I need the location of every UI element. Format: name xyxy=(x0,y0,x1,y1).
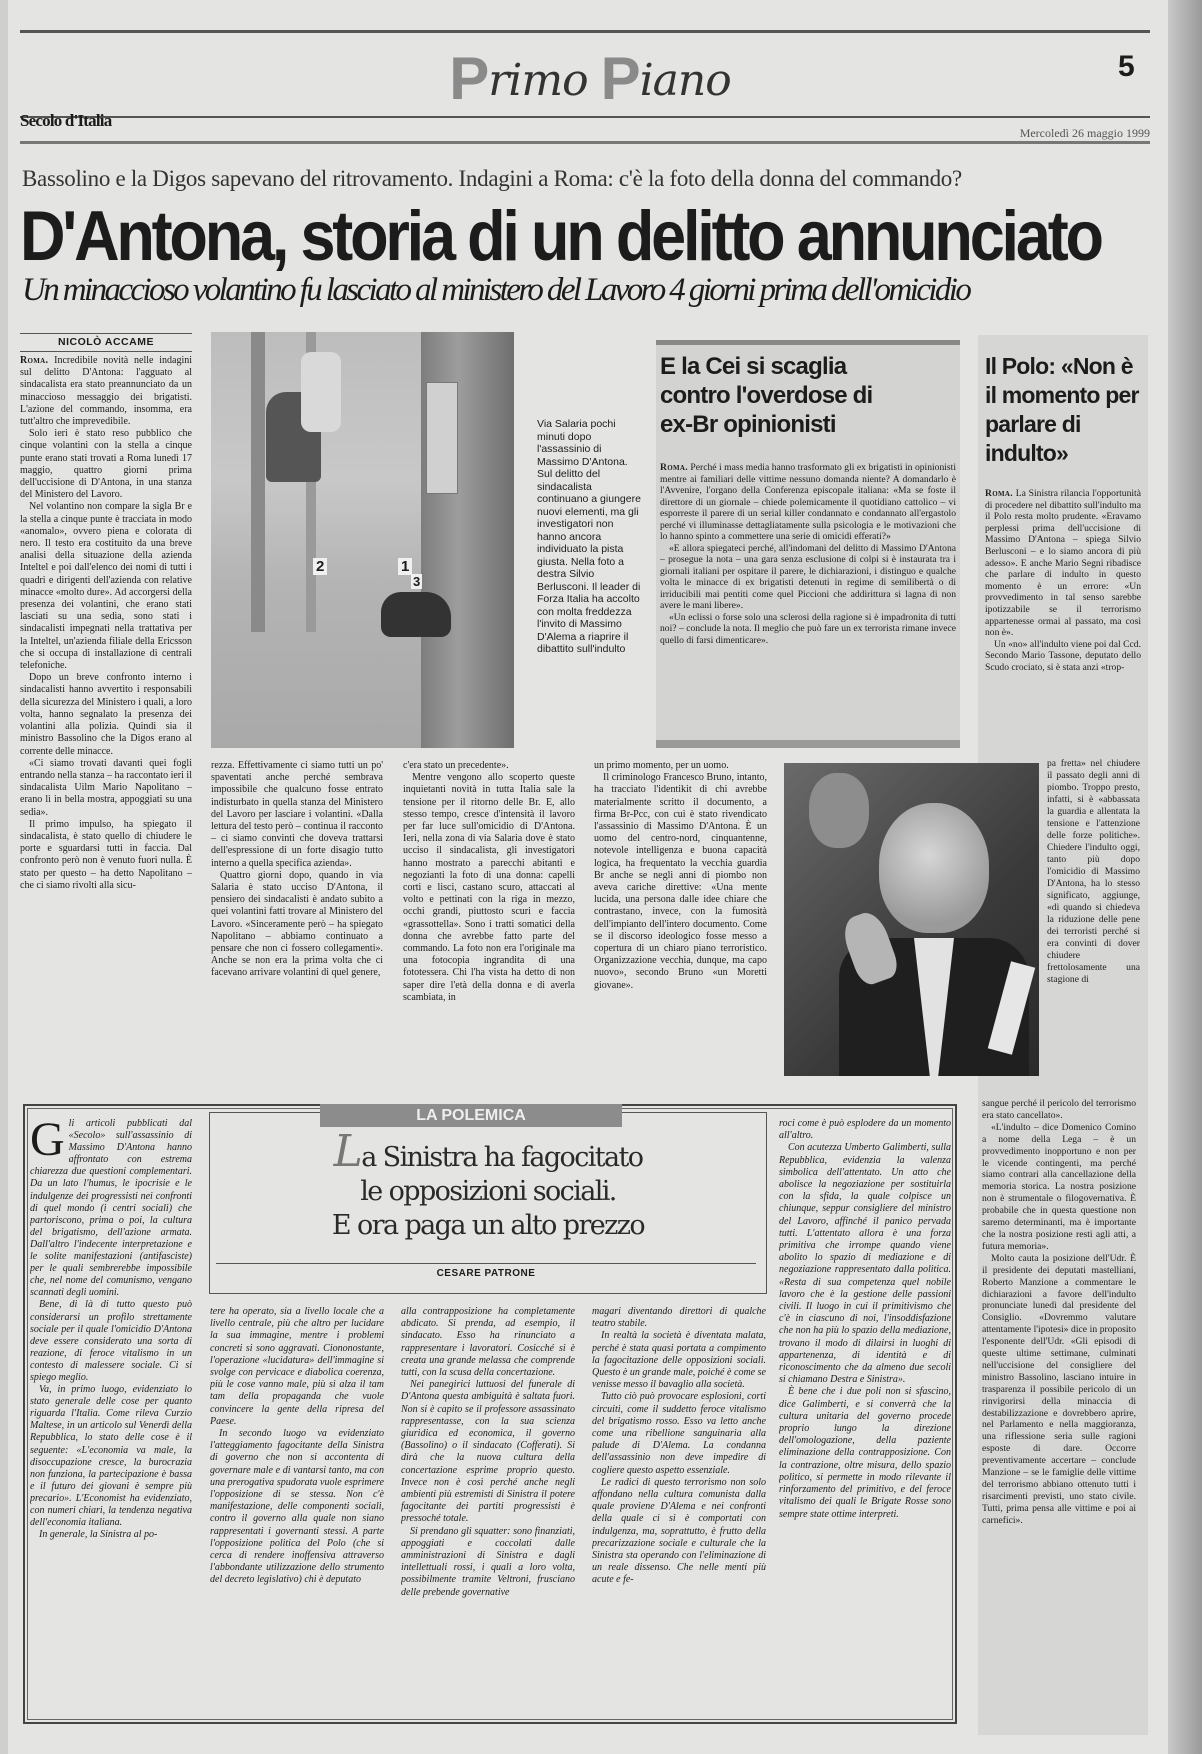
paragraph: È bene che i due poli non si sfascino, dice Galimberti, e si converrà che la cultura unitaria del governo procede proprio lungo la direzione dell'omologazione, della paziente eliminazione della contrapposizione. Con la contrazione, oltre misura, dello spazio politico, si permette in modo rilevante il rinforzamento del primitivo, e del feroce vitalismo dei quali le Brigate Rosse sono sempre state ottime interpreti. xyxy=(779,1386,951,1520)
paragraph: Il criminologo Francesco Bruno, intanto, ha tracciato l'identikit di chi avrebbe materialmente scritto il documento, a firma Br-Pcc, con cui è stato rivendicato l'assassinio di Massimo D'Antona. È un uomo del centro-nord, cinquantenne, notevole intelligenza e buona capacità logica, ha frequentato la vecchia guardia Br anche se negli anni di piombo non aveva cariche direttive: «Una mente lucida, una persona dalle idee chiare che contrastano, invece, con la fumosità dell'impianto dell'intero documento. Come se il discorso ideologico fosse messo a copertura di un chiaro piano terroristico. Organizzazione vecchia, dunque, ma capo nuovo», secondo Bruno «un Moretti giovane». xyxy=(594,772,767,991)
crime-scene-photo xyxy=(211,332,514,748)
paragraph: In generale, la Sinistra al po- xyxy=(39,1529,158,1541)
paragraph: alla contrapposizione ha completamente abdicato. Si prenda, ad esempio, il sindacato. Esso ha rinunciato a rappresentare i lavoratori. Cosicché si è creata una grande melassa che comprende tutti, con la scusa della concertazione. xyxy=(401,1306,575,1379)
paragraph-text: Perché i mass media hanno trasformato gli ex brigatisti in opinionisti mentre ai familiari delle vittime nessuno domanda niente? A domandarlo è l'Avvenire, l'organo della Conferenza episcopale italiana: «Ma se foste il direttore di un giornale – chiede polemicamente il quotidiano cattolico – vi esporreste il parere di un serial killer condannato e condannato all'ergastolo perché vi illuminasse dettagliatamente sulla psicologia e le motivazioni che lo hanno spinto a commettere una serie di omicidi efferati?» xyxy=(660,462,956,542)
polo-article-body-continued xyxy=(982,1098,1136,1728)
cei-headline: E la Cei si scaglia contro l'overdose di ex-Br opinionisti xyxy=(660,353,873,438)
paragraph xyxy=(985,488,1141,639)
headline-text: a Sinistra ha fagocitato xyxy=(361,1142,643,1173)
polo-article-body-continued xyxy=(1047,758,1140,1096)
paragraph: li articoli pubblicati dal «Secolo» sull'assassinio di Massimo D'Antona hanno affrontato con estrema chiarezza due questioni complementari. Da un lato l'humus, le ipocrisie e le indulgenze dei progressisti nei confronti di quel mondo (i centri sociali) che partoriscono, prima o poi, la cultura del brigatismo, dell'azione armata. Dall'altro l'indecente interpretazione e le solite manifestazioni (antifasciste) per le quali sembrerebbe impossibile che, nel nome del comunismo, vengano scannati degli uomini. xyxy=(30,1118,192,1299)
byline-rule xyxy=(216,1263,756,1264)
page-edge-shadow xyxy=(1168,0,1202,1754)
box-bottom-rule xyxy=(656,740,960,748)
subheadline: Un minaccioso volantino fu lasciato al ministero del Lavoro 4 giorni prima dell'omicidio xyxy=(22,272,970,308)
paragraph xyxy=(660,462,956,543)
paragraph: «Ci siamo trovati davanti quei fogli entrando nella stanza – ha raccontato ieri il sindacalista Uilm Mario Napolitano – erano lì in bella mostra, appoggiati su una sedia». xyxy=(20,757,192,818)
section-title xyxy=(430,44,750,113)
paragraph: rezza. Effettivamente ci siamo tutti un po' spaventati anche perché sembrava impossibile che qualcuno fosse entrato indisturbato in quella stanza del Ministero del Lavoro per lasciare i volantini. «Dalla lettura del testo però – continua il racconto – ci siamo convinti che doveva trattarsi dell'espressione di un forte disagio tutto interno a quella specifica azienda». xyxy=(211,760,383,869)
dateline: Roma. xyxy=(985,488,1013,499)
paragraph: Con acutezza Umberto Galimberti, sulla Repubblica, evidenzia la valenza simbolica dell'attentato. Un atto che abolisce la negoziazione per sostituirla con la sfida, la quale colpisce un chiunque, seppur consigliere del ministro del Lavoro, affinché il panico pervada tutti. L'attentato allora è una forza primitiva che irrompe quando viene abolito lo spazio di mediazione e di negoziazione rappresentato dalla politica. «Resta di sua competenza quel nobile lavoro che è la gestione delle passioni civili. Il luogo in cui il primitivismo che c'è in ciascuno di noi, l'insoddisfazione che non ha più lo spazio della mediazione, trovano il modo di dilairsi in luoghi di appartenenza, di identità e di riconoscimento che da almeno due secoli si chiamano Destra e Sinistra». xyxy=(779,1142,951,1386)
paragraph: «L'indulto – dice Domenico Comino a nome della Lega – è un provvedimento inopportuno e non per le vicende contingenti, ma perché siamo contrari alla cancellazione della memoria storica. La nostra posizione non è strumentale o filogovernativa. È probabile che in questa questione non saremo determinanti, ma è importante che la nostra posizione resti agli atti, a futura memoria». xyxy=(982,1121,1136,1252)
paragraph-text: La Sinistra rilancia l'opportunità di procedere nel dibattito sull'indulto ma il Polo resta molto prudente. «Eravamo perplessi prima dell'uccisione di Massimo D'Antona – spiega Silvio Berlusconi – e lo siamo ancora di più adesso». E anche Mario Segni ribadisce che parlare di indulto in questo momento è un errore: «Un provvedimento in tal senso sarebbe ipotizzabile se il terrorismo appartenesse ormai al passato, ma così non è». xyxy=(985,488,1141,639)
paragraph: Si prendano gli squatter: sono finanziati, appoggiati e coccolati dalle amministrazioni di Sinistra e dagli intellettuali rossi, i quali a loro volta, possibilmente tramite Veltroni, frusciano delle prebende governative xyxy=(401,1525,575,1598)
issue-date: Mercoledì 26 maggio 1999 xyxy=(1019,126,1150,140)
evidence-marker: 1 xyxy=(398,558,412,575)
kicker: Bassolino e la Digos sapevano del ritrovamento. Indagini a Roma: c'è la foto della donna del commando? xyxy=(22,166,962,191)
byline-rule xyxy=(20,351,192,352)
polemica-column xyxy=(592,1306,766,1706)
polemica-intro-column xyxy=(30,1118,192,1716)
paragraph: un primo momento, per un uomo. xyxy=(594,760,729,771)
dateline: Roma. xyxy=(660,462,688,473)
paragraph xyxy=(20,355,192,428)
article-column xyxy=(20,355,192,1071)
header-bottom-rule xyxy=(20,141,1150,144)
photo-background-person xyxy=(809,773,869,848)
photo-body-covered xyxy=(381,592,451,637)
top-rule xyxy=(20,30,1150,33)
polemica-byline: CESARE PATRONE xyxy=(436,1268,536,1279)
polemica-headline xyxy=(212,1126,764,1243)
paragraph: Bene, di là di tutto questo può considerarsi un profilo strettamente sociale per il quale l'omicidio D'Antona deve essere considerato una sorta di reazione, di feroce vitalismo in un contesto di malessere sociale. Ci si spiego meglio. xyxy=(30,1299,192,1383)
paragraph: Va, in primo luogo, evidenziato lo stato generale delle cose per quanto riguarda l'Italia. Come rileva Curzio Maltese, in un articolo sul Venerdì della Repubblica, lo stato delle cose è il seguente: «L'economia va male, la disoccupazione cresce, la burocrazia non funziona, la partecipazione è bassa e il futuro dei giovani è sempre più precario». L'Economist ha evidenziato, con numeri chiari, la tendenza negativa dell'economia italiana. xyxy=(30,1384,192,1529)
article-column xyxy=(594,760,767,1072)
paragraph: Quattro giorni dopo, quando in via Salaria è stato ucciso D'Antona, il pensiero dei sindacalisti è andato subito a quei volantini fatti trovare al Ministero del Lavoro. «Sinceramente però – ha spiegato Napolitano – abbiamo continuato a pensare che non ci fossero collegamenti». Anche se non era la prima volta che ci facevano arrivare volantini di quel genere, xyxy=(211,869,383,979)
masthead-rule xyxy=(20,116,1150,118)
paragraph: Solo ieri è stato reso pubblico che cinque volantini con la stella a cinque punte erano stati trovati a Roma lunedì 17 maggio, quattro giorni prima dell'uccisione di D'Antona, in una stanza del Ministero del Lavoro. xyxy=(20,428,192,501)
paragraph: In secondo luogo va evidenziato l'atteggiamento fagocitante della Sinistra di governo che non si accontenta di governare male e di vantarsi tanto, ma con una prerogativa spudorata vuole esprimere l'opposizione di se stessa. Non c'è manifestazione, delle componenti sociali, contro il governo alla quale non siano rappresentati i governanti stessi. A parte l'opposizione politica del Polo (che si cerca di rendere inoffensiva attraverso l'abbondante utilizzazione dello strumento del decreto legislativo) chi è deputato xyxy=(210,1428,384,1586)
polemica-intro-text xyxy=(30,1118,192,1541)
paragraph: tere ha operato, sia a livello locale che a livello centrale, più che altro per lucidare la sua immagine, mentre i problemi concreti si sono aggravati. Ciononostante, l'operazione «lucidatura» dell'immagine si svolge con pervicace e diabolica coerenza, più le cose vanno male, più si alza il tam tam della propaganda che vuole convincere la gente della ripresa del Paese. xyxy=(210,1306,384,1427)
cei-article-body xyxy=(660,462,956,720)
polo-article-body xyxy=(985,488,1141,756)
section-title-word: iano xyxy=(639,55,731,106)
paragraph: Un «no» all'indulto viene poi dal Ccd. Secondo Mario Tassone, deputato dello Scudo crociato, si è stata anzi «trop- xyxy=(985,638,1141,673)
paragraph: Nei panegirici luttuosi del funerale di D'Antona questa ambiguità è saltata fuori. Non si è capito se il professore assassinato rappresentasse, con la sua scienza giuridica ed economica, il governo (Bassolino) o il sindacato (Cofferati). Si dirà che la nuova cultura della concertazione esprime proprio questo. Invece non è così perché anche negli ambienti più estremisti di Sinistra il potere fagocitante dei partiti progressisti è pressoché totale. xyxy=(401,1379,575,1525)
paragraph: c'era stato un precedente». xyxy=(403,760,509,771)
dateline: Roma. xyxy=(20,355,49,366)
paragraph: sangue perché il pericolo del terrorismo era stato cancellato». xyxy=(982,1098,1136,1121)
polemica-column xyxy=(779,1118,951,1708)
section-title-word: rimo xyxy=(488,55,601,106)
evidence-marker: 2 xyxy=(313,558,327,575)
photo-sign xyxy=(426,382,458,494)
paragraph: Nel volantino non compare la sigla Br e la stella a cinque punte è tracciata in modo «anomalo», ovvero piena e colorata di nero. Il testo era costituito da una breve analisi della situazione della azienda Inteltel e poi dall'elenco dei nomi di tutti i quadri e dirigenti dell'azienda con relative minacce «molto dure». Ad accorgersi della presenza dei volantini, che erano stati lasciati su una sedia, sono stati i sindacalisti impegnati nella trattativa per la Inteltel, un'azienda filiale della Ericsson che si occupa di installazione di centrali telefoniche. xyxy=(20,501,192,672)
paragraph: magari diventando direttori di qualche teatro stabile. xyxy=(592,1306,766,1330)
paragraph: Tutto ciò può provocare esplosioni, corti circuiti, come il suddetto feroce vitalismo del brigatismo rosso. Esso va letto anche come una ribellione sanguinaria alla palude di D'Alema. La condanna dell'assassinio non deve impedire di cogliere questo aspetto essenziale. xyxy=(592,1391,766,1476)
section-title-initial: P xyxy=(449,45,489,112)
paragraph: Le radici di questo terrorismo non solo affondano nella cultura comunista dalla quale proviene D'Alema e nei confronti della quale ci si è comportati con indulgenza, ma, soprattutto, è frutto della precarizzazione sociale e culturale che la Sinistra sta operando con l'eliminazione di un reale dissenso. Che nelle menti più acute e fe- xyxy=(592,1476,766,1586)
polemica-column xyxy=(210,1306,384,1706)
photo-person xyxy=(301,352,341,432)
paragraph: Mentre vengono allo scoperto queste inquietanti novità in tutta Italia sale la tensione per il ritorno delle Br. E, allo stesso tempo, cresce d'intensità il lavoro per far luce sull'omicidio di D'Antona. Ieri, nella zona di via Salaria dove è stato ucciso il sindacalista, gli investigatori hanno mostrato a parecchi abitanti e negozianti la foto di una donna: capelli corti e lisci, castano scuro, attaccati al volto e pettinati con la riga in mezzo, occhi grandi, piuttosto scuri e faccia «grassottella». Sono i tratti somatici della donna che avrebbe fatto parte del commando. La foto non era l'originale ma una fotocopia ingrandita di una fototessera. Chi l'ha vista ha detto di non saper dire l'età della donna e di averla scambiata, in xyxy=(403,772,575,1003)
headline-line xyxy=(212,1126,764,1177)
paragraph: roci come è può esplodere da un momento all'altro. xyxy=(779,1118,951,1142)
photo-face xyxy=(879,803,989,933)
photo-caption: Via Salaria pochi minuti dopo l'assassinio di Massimo D'Antona. Sul delitto del sindacalista continuano a giungere nuovi elementi, ma gli investigatori non hanno ancora individuato la pista giusta. Nella foto a destra Silvio Berlusconi. Il leader di Forza Italia ha accolto con molta freddezza l'invito di Massimo D'Alema a riaprire il dibattito sull'indulto xyxy=(537,418,641,655)
paragraph: «Un eclissi o forse solo una sclerosi della ragione si è impadronita di tutti noi? – conclude la nota. Il meglio che può fare un ex terrorista rimane invece quello di farsi dimenticare». xyxy=(660,611,956,646)
drop-cap: G xyxy=(30,1118,65,1166)
polo-headline: Il Polo: «Non è il momento per parlare di indulto» xyxy=(985,353,1139,466)
photo-pole xyxy=(251,332,265,632)
headline-line: le opposizioni sociali. xyxy=(360,1176,616,1207)
section-title-initial: P xyxy=(600,45,640,112)
polemica-section-tab: LA POLEMICA xyxy=(320,1104,622,1127)
box-top-rule xyxy=(656,340,960,345)
evidence-marker: 3 xyxy=(413,574,421,589)
paragraph: «E allora spiegateci perché, all'indomani del delitto di Massimo D'Antona – prosegue la nota – una gara senza esclusione di colpi si è instaurata tra i giornali italiani per ospitare il parere, le dichiarazioni, i distinguo e qualche volta le minacce di ex brigatisti detenuti in regime di semilibertà o di irriducibili mai pentiti come quel Piccioni che addirittura si lagna di non avere le mani libere». xyxy=(660,542,956,611)
paragraph: Molto cauta la posizione dell'Udr. È il presidente dei deputati mastelliani, Roberto Manzione a commentare le dichiarazioni a favore dell'indulto pronunciate lunedì dal presidente del Consiglio. «Dovremmo valutare attentamente l'ipotesi» dice in proposito l'esponente dell'Udr. «Gli episodi di queste ultime settimane, culminati nell'uccisione del consigliere del ministro Bassolino, lasciano intuire in trasparenza il possibile pericolo di un rinvigorirsi della minaccia di destabilizzazione e dovrebbero aprire, nel Parlamento e nella maggioranza, una riflessione seria sulle ragioni esposte di dare. Occorre preventivamente accertare – conclude Manzione – se le famiglie delle vittime del terrorismo abbiano ottenuto tutti i risarcimenti previsti, uno stato civile. Tutti, prima pensa alle vittime e poi ai carnefici». xyxy=(982,1252,1136,1526)
paragraph: Dopo un breve confronto interno i sindacalisti hanno avvertito i responsabili della sicurezza del Ministero i quali, a loro volta, hanno segnalato la presenza dei volantini alla polizia. Quindi sia il ministro Bassolino che la Digos erano al corrente delle minacce. xyxy=(20,672,192,757)
article-column xyxy=(211,760,383,1072)
paragraph: In realtà la società è diventata malata, perché è stata quasi portata a compimento la fagocitazione delle opposizioni sociali. Questo è un grande male, poiché è come se venisse messo il bavaglio alla società. xyxy=(592,1330,766,1391)
article-column xyxy=(403,760,575,1072)
paragraph: Il primo impulso, ha spiegato il sindacalista, è stato quello di chiudere le porte e sguardarsi tutti in faccia. Dal confronto però non è venuto fuori nulla. È stato per questo – ha detto Napolitano – che ci siamo rivolti alla sicu- xyxy=(20,818,192,891)
masthead: Secolo d'Italia xyxy=(20,111,112,130)
headline-line: E ora paga un alto prezzo xyxy=(331,1210,645,1241)
paragraph: pa fretta» nel chiudere il passato degli anni di piombo. Troppo presto, infatti, si è «abbassata la guardia e allentata la tensione e l'attenzione delle forze politiche». Chiedere l'indulto oggi, tanto più dopo l'omicidio di Massimo D'Antona, ha lo stesso significato, aggiunge, «di quando si chiedeva la riduzione delle pene dei terroristi perché si era convinti di dover chiudere frettolosamente una stagione di xyxy=(1047,758,1140,985)
headline-initial: L xyxy=(333,1126,362,1177)
byline: NICOLÒ ACCAME xyxy=(58,336,154,348)
polemica-column xyxy=(401,1306,575,1706)
paragraph-text: Incredibile novità nelle indagini sul delitto D'Antona: l'agguato al sindacalista era stato preannunciato da un minaccioso messaggio dei brigatisti. L'azione del commando, insomma, era tutt'altro che imprevedibile. xyxy=(20,355,192,428)
byline-rule xyxy=(20,333,192,334)
page-number: 5 xyxy=(1118,50,1135,83)
berlusconi-photo xyxy=(784,763,1039,1076)
main-headline: D'Antona, storia di un delitto annunciato xyxy=(20,197,1101,276)
